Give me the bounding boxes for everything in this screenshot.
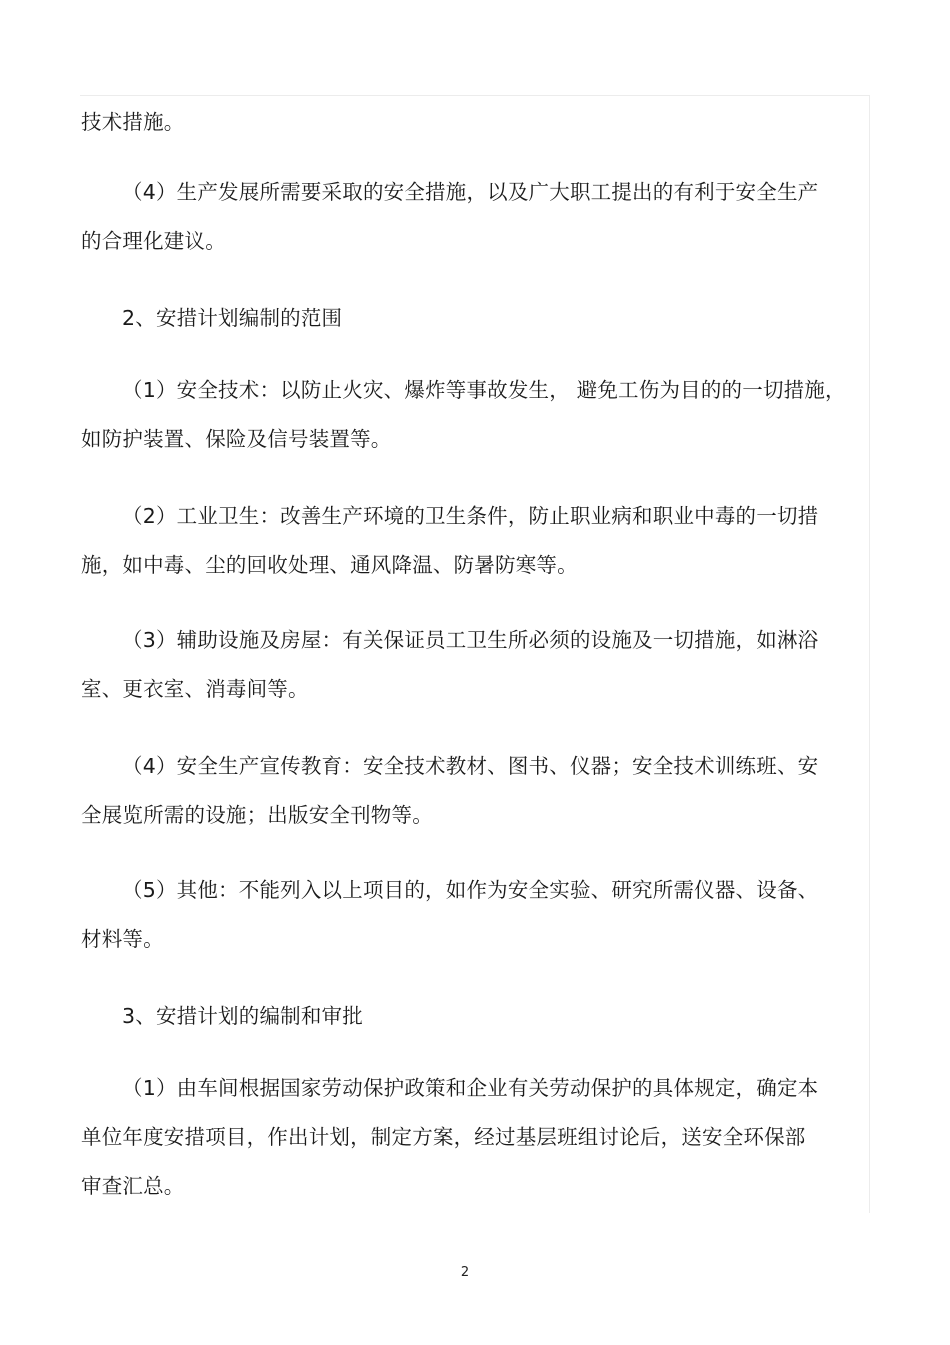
paragraph	[81, 492, 841, 590]
text-line: （2）工业卫生：改善生产环境的卫生条件，防止职业病和职业中毒的一切措	[122, 504, 819, 528]
paragraph	[81, 616, 841, 714]
text-line: 3、安措计划的编制和审批	[122, 1004, 363, 1028]
paragraph	[81, 98, 841, 147]
text-line: 施，如中毒、尘的回收处理、通风降温、防暑防寒等。	[81, 553, 578, 577]
paragraph	[81, 742, 841, 840]
text-line: 如防护装置、保险及信号装置等。	[81, 427, 392, 451]
paragraph	[81, 366, 846, 464]
text-line: （1）由车间根据国家劳动保护政策和企业有关劳动保护的具体规定，确定本	[122, 1076, 819, 1100]
text-line: 全展览所需的设施；出版安全刊物等。	[81, 803, 433, 827]
text-line: 技术措施。	[81, 110, 185, 134]
page-number: 2	[460, 1265, 470, 1280]
paragraph	[81, 168, 841, 266]
text-line: 审查汇总。	[81, 1174, 185, 1198]
text-line: （3）辅助设施及房屋：有关保证员工卫生所必须的设施及一切措施，如淋浴	[122, 628, 819, 652]
paragraph	[81, 866, 841, 964]
text-line: 单位年度安措项目，作出计划，制定方案，经过基层班组讨论后，送安全环保部	[81, 1125, 806, 1149]
text-line: 材料等。	[81, 927, 164, 951]
text-line: 2、安措计划编制的范围	[122, 306, 343, 330]
paragraph	[81, 1064, 841, 1211]
text-line: （4）安全生产宣传教育：安全技术教材、图书、仪器；安全技术训练班、安	[122, 754, 819, 778]
section-heading	[81, 992, 841, 1041]
text-line: 的合理化建议。	[81, 229, 226, 253]
text-line: （4）生产发展所需要采取的安全措施，以及广大职工提出的有利于安全生产	[122, 180, 819, 204]
text-line: （5）其他：不能列入以上项目的，如作为安全实验、研究所需仪器、设备、	[122, 878, 819, 902]
text-line: 室、更衣室、消毒间等。	[81, 677, 309, 701]
text-line: （1）安全技术：以防止火灾、爆炸等事故发生， 避免工伤为目的的一切措施，	[122, 378, 846, 402]
section-heading	[81, 294, 841, 343]
